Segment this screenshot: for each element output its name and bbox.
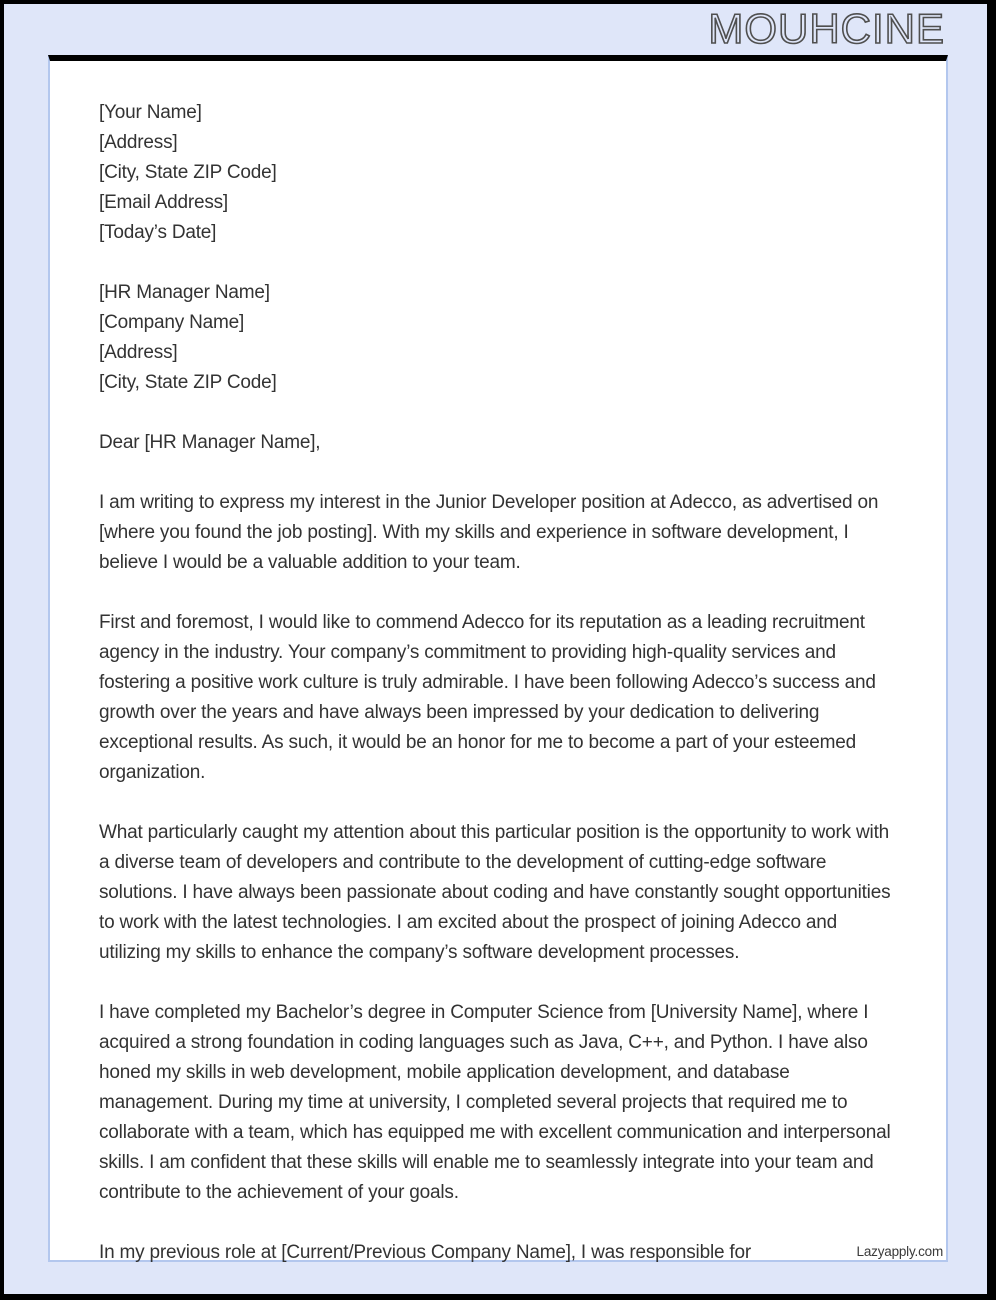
salutation: Dear [HR Manager Name], — [99, 432, 321, 453]
sender-address-line: [City, State ZIP Code] — [99, 162, 277, 183]
sender-address-line: [Email Address] — [99, 192, 228, 213]
sender-address-line: [Address] — [99, 132, 178, 153]
letter-body — [99, 98, 901, 1268]
recipient-address-line: [Address] — [99, 342, 178, 363]
letter-paragraph: I have completed my Bachelor’s degree in Computer Science from [University Name], where I acquired a strong foundation in coding languages such as Java, C++, and Python. I have also honed my skills in web development, mobile application development, and database management. During my time at university, I completed several projects that required me to collaborate with a team, which has equipped me with excellent communication and interpersonal skills. I am confident that these skills will enable me to seamlessly integrate into your team and contribute to the achievement of your goals. — [99, 1002, 891, 1203]
recipient-address-line: [HR Manager Name] — [99, 282, 270, 303]
letter-paragraph: What particularly caught my attention about this particular position is the opportunity to work with a diverse team of developers and contribute to the development of cutting-edge software solutions. I have always been passionate about coding and have constantly sought opportunities to work with the latest technologies. I am excited about the prospect of joining Adecco and utilizing my skills to enhance the company’s software development processes. — [99, 822, 891, 963]
letter-paragraph: First and foremost, I would like to commend Adecco for its reputation as a leading recruitment agency in the industry. Your company’s commitment to providing high-quality services and fostering a positive work culture is truly admirable. I have been following Adecco’s success and growth over the years and have always been impressed by your dedication to delivering exceptional results. As such, it would be an honor for me to become a part of your esteemed organization. — [99, 612, 876, 783]
letter-paragraphs — [99, 488, 901, 1268]
letter-paragraph: In my previous role at [Current/Previous Company Name], I was responsible for — [99, 1242, 751, 1263]
recipient-address-block — [99, 278, 901, 398]
recipient-address-line: [Company Name] — [99, 312, 245, 333]
brand-logo: MOUHCINE — [708, 5, 945, 52]
sender-address-block — [99, 98, 901, 248]
watermark-text: Lazyapply.com — [856, 1244, 943, 1259]
sender-address-line: [Today’s Date] — [99, 222, 217, 243]
letter-paragraph: I am writing to express my interest in the Junior Developer position at Adecco, as advertised on [where you found the job posting]. With my skills and experience in software development, I believe I would be a valuable addition to your team. — [99, 492, 879, 573]
sender-address-line: [Your Name] — [99, 102, 202, 123]
recipient-address-line: [City, State ZIP Code] — [99, 372, 277, 393]
